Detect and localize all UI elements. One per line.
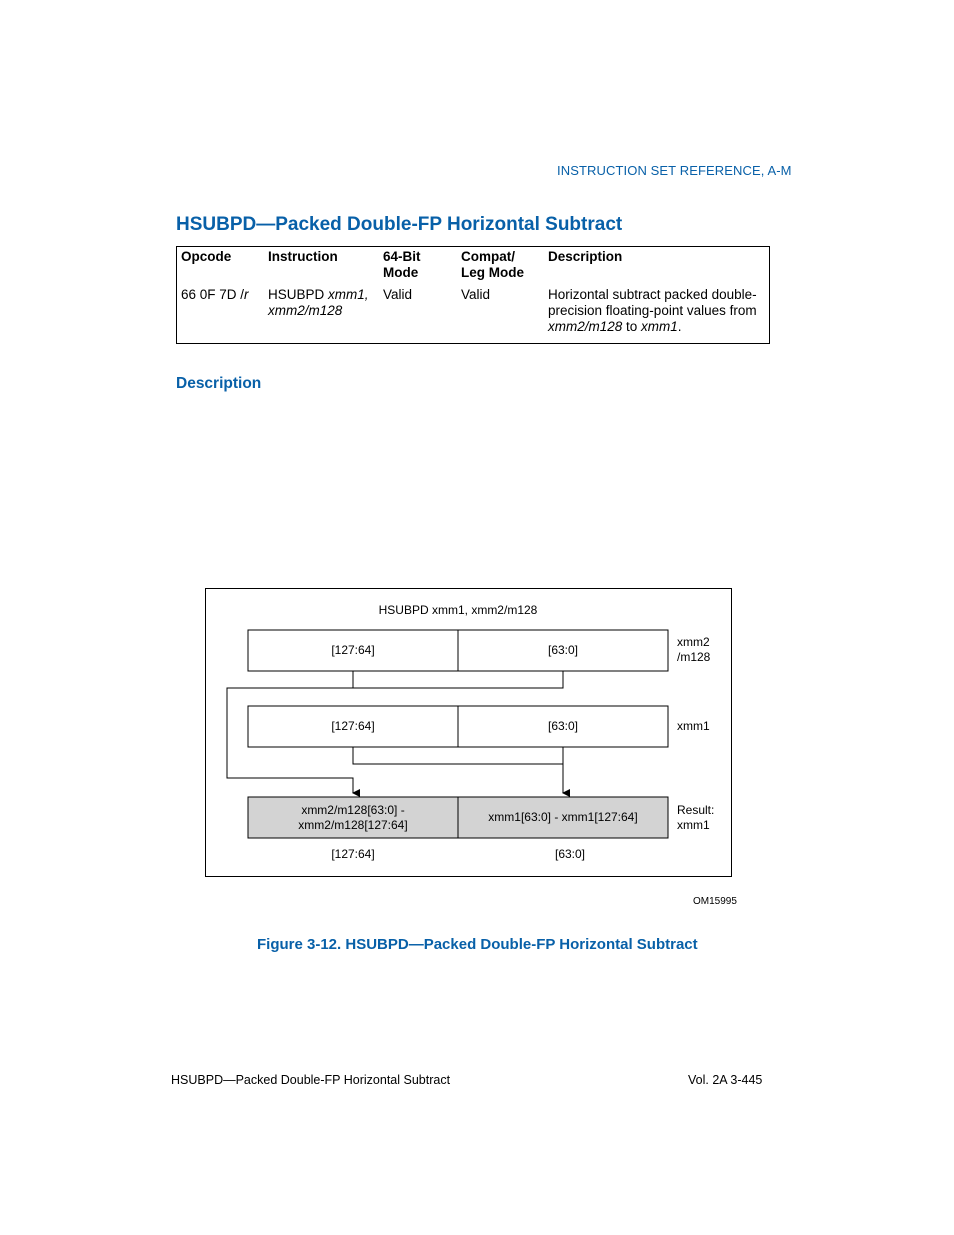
cell-opcode	[181, 287, 249, 303]
src-register-label-2: /m128	[677, 650, 711, 664]
diagram-svg	[206, 589, 731, 876]
bit-range-low: [63:0]	[554, 847, 586, 861]
col-header-compat-line1: Compat/	[461, 249, 515, 264]
section-heading-description: Description	[176, 375, 262, 392]
cell-compat-mode: Valid	[461, 287, 491, 302]
instr-operand-1: xmm1,	[328, 287, 369, 302]
col-header-64bit-line1: 64-Bit	[383, 249, 421, 264]
result-low-label: xmm1[63:0] - xmm1[127:64]	[488, 810, 638, 824]
figure-caption: Figure 3-12. HSUBPD—Packed Double-FP Horizontal Subtract	[257, 936, 698, 953]
desc-line-2: precision floating-point values from	[548, 303, 757, 318]
opcode-suffix: r	[244, 287, 249, 302]
desc-end: .	[677, 319, 682, 334]
desc-dst-operand: xmm1	[641, 319, 678, 334]
desc-src-operand: xmm2/m128	[548, 319, 623, 334]
dst-high-label: [127:64]	[331, 719, 375, 733]
instr-mnemonic: HSUBPD	[268, 287, 329, 302]
src-connector	[353, 671, 563, 688]
col-header-opcode: Opcode	[181, 249, 232, 264]
result-register-label-1: Result:	[677, 803, 715, 817]
desc-to: to	[622, 319, 642, 334]
src-register-label-1: xmm2	[677, 635, 710, 649]
figure-diagram	[205, 588, 732, 877]
bit-range-high: [127:64]	[331, 847, 375, 861]
figure-instruction-label: HSUBPD xmm1, xmm2/m128	[378, 603, 538, 617]
opcode-table	[176, 246, 770, 344]
src-low-label: [63:0]	[547, 643, 579, 657]
desc-line-1: Horizontal subtract packed double-	[548, 287, 757, 302]
result-high-line-1: xmm2/m128[63:0] -	[301, 803, 405, 817]
src-high-label: [127:64]	[331, 643, 375, 657]
opcode-text: 66 0F 7D /	[181, 287, 245, 302]
col-header-compat-mode	[461, 249, 524, 281]
dst-connector	[353, 747, 563, 764]
col-header-compat-line2: Leg Mode	[461, 265, 524, 280]
col-header-instruction: Instruction	[268, 249, 338, 264]
cell-instruction	[268, 287, 369, 319]
page-title: HSUBPD—Packed Double-FP Horizontal Subtract	[176, 214, 623, 235]
footer-page-number: Vol. 2A 3-445	[688, 1073, 763, 1087]
running-header: INSTRUCTION SET REFERENCE, A-M	[557, 163, 792, 178]
cell-description	[548, 287, 757, 335]
col-header-64bit-line2: Mode	[383, 265, 419, 280]
result-high-line-2: xmm2/m128[127:64]	[298, 818, 408, 832]
col-header-description: Description	[548, 249, 623, 264]
figure-code: OM15995	[693, 896, 737, 907]
instr-operand-2: xmm2/m128	[268, 303, 343, 318]
col-header-64bit-mode	[383, 249, 421, 281]
cell-64bit-mode: Valid	[383, 287, 413, 302]
result-register-label-2: xmm1	[677, 818, 710, 832]
dst-low-label: [63:0]	[547, 719, 579, 733]
footer-title: HSUBPD—Packed Double-FP Horizontal Subtract	[171, 1073, 451, 1087]
dst-register-label: xmm1	[677, 719, 710, 733]
